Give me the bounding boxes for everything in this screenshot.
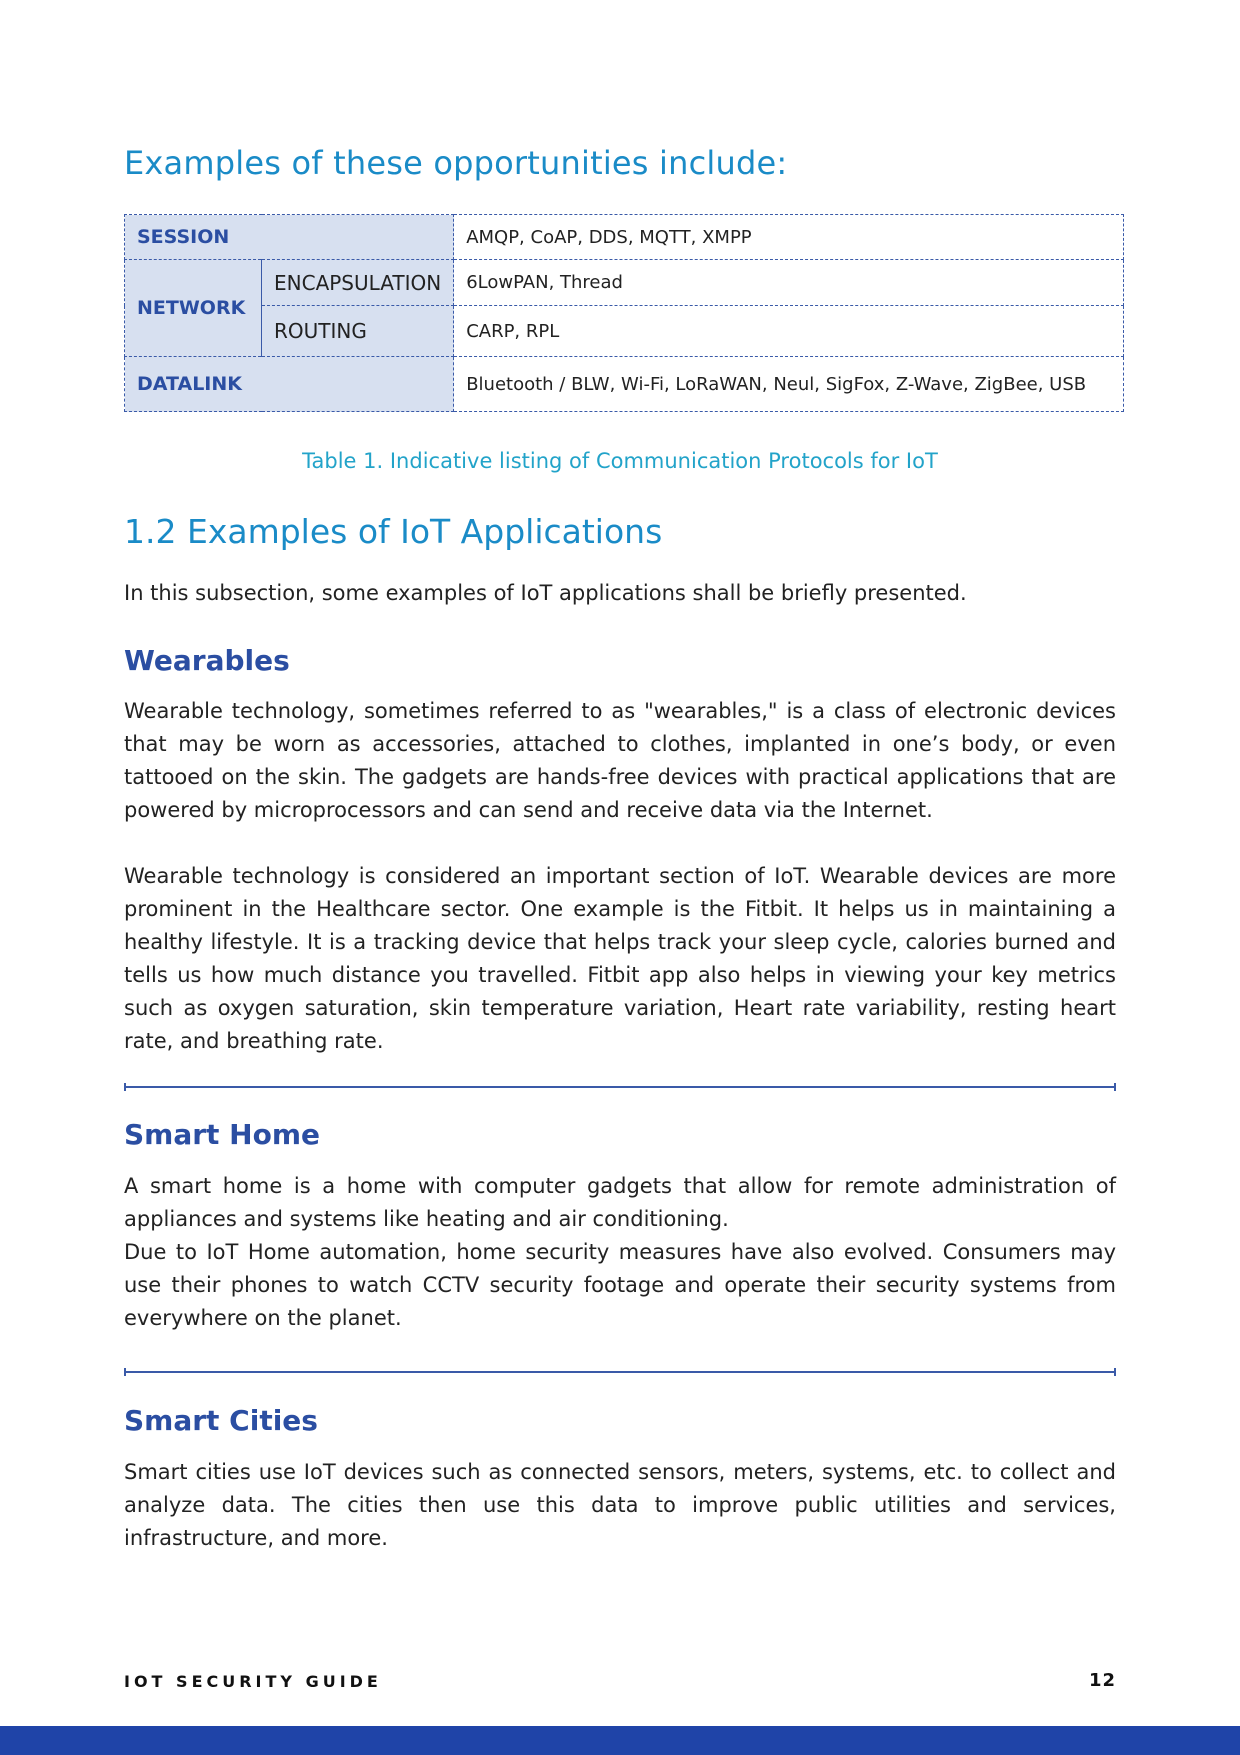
footer-title: IOT SECURITY GUIDE (124, 1672, 382, 1691)
table-row (125, 306, 1124, 357)
session-value: AMQP, CoAP, DDS, MQTT, XMPP (454, 215, 1124, 260)
protocols-table (124, 214, 1124, 412)
smart-home-paragraph-2: Due to IoT Home automation, home security measures have also evolved. Consumers may use their phones to watch CCTV security footage and operate their security systems from everywhere on the planet. (124, 1240, 1116, 1330)
intro-paragraph: In this subsection, some examples of IoT applications shall be briefly presented. (124, 581, 967, 605)
table-row (125, 260, 1124, 306)
table-row (125, 215, 1124, 260)
page-number: 12 (1088, 1670, 1116, 1691)
datalink-label: DATALINK (125, 357, 454, 412)
wearables-paragraph-1: Wearable technology, sometimes referred to as "wearables," is a class of electronic devices that may be worn as accessories, attached to clothes, implanted in one’s body, or even tattooed on the skin. The gadgets are hands-free devices with practical applications that are powered by microprocessors and can send and receive data via the Internet. (124, 699, 1116, 822)
table-caption: Table 1. Indicative listing of Communication Protocols for IoT (302, 449, 938, 473)
routing-label: ROUTING (262, 306, 454, 357)
datalink-value: Bluetooth / BLW, Wi-Fi, LoRaWAN, Neul, SigFox, Z-Wave, ZigBee, USB (454, 357, 1124, 412)
wearables-paragraph-2: Wearable technology is considered an important section of IoT. Wearable devices are more prominent in the Healthcare sector. One example is the Fitbit. It helps us in maintaining a healthy lifestyle. It is a tracking device that helps track your sleep cycle, calories burned and tells us how much distance you travelled. Fitbit app also helps in viewing your key metrics such as oxygen saturation, skin temperature variation, Heart rate variability, resting heart rate, and breathing rate. (124, 864, 1116, 1053)
examples-heading: Examples of these opportunities include: (124, 144, 788, 182)
network-label: NETWORK (125, 260, 262, 357)
wearables-heading: Wearables (124, 644, 290, 677)
table-row (125, 357, 1124, 412)
encapsulation-value: 6LowPAN, Thread (454, 260, 1124, 306)
section-heading: 1.2 Examples of IoT Applications (124, 512, 663, 551)
section-divider (124, 1371, 1116, 1373)
encapsulation-label: ENCAPSULATION (262, 260, 454, 306)
footer-bar (0, 1726, 1240, 1755)
routing-value: CARP, RPL (454, 306, 1124, 357)
smart-home-paragraph-1: A smart home is a home with computer gadgets that allow for remote administration of appliances and systems like heating and air conditioning. (124, 1174, 1116, 1231)
session-label: SESSION (125, 215, 454, 260)
smart-cities-heading: Smart Cities (124, 1404, 318, 1437)
smart-home-heading: Smart Home (124, 1118, 321, 1151)
section-divider (124, 1086, 1116, 1088)
smart-cities-paragraph: Smart cities use IoT devices such as connected sensors, meters, systems, etc. to collect and analyze data. The cities then use this data to improve public utilities and services, infrastructure, and more. (124, 1460, 1116, 1550)
